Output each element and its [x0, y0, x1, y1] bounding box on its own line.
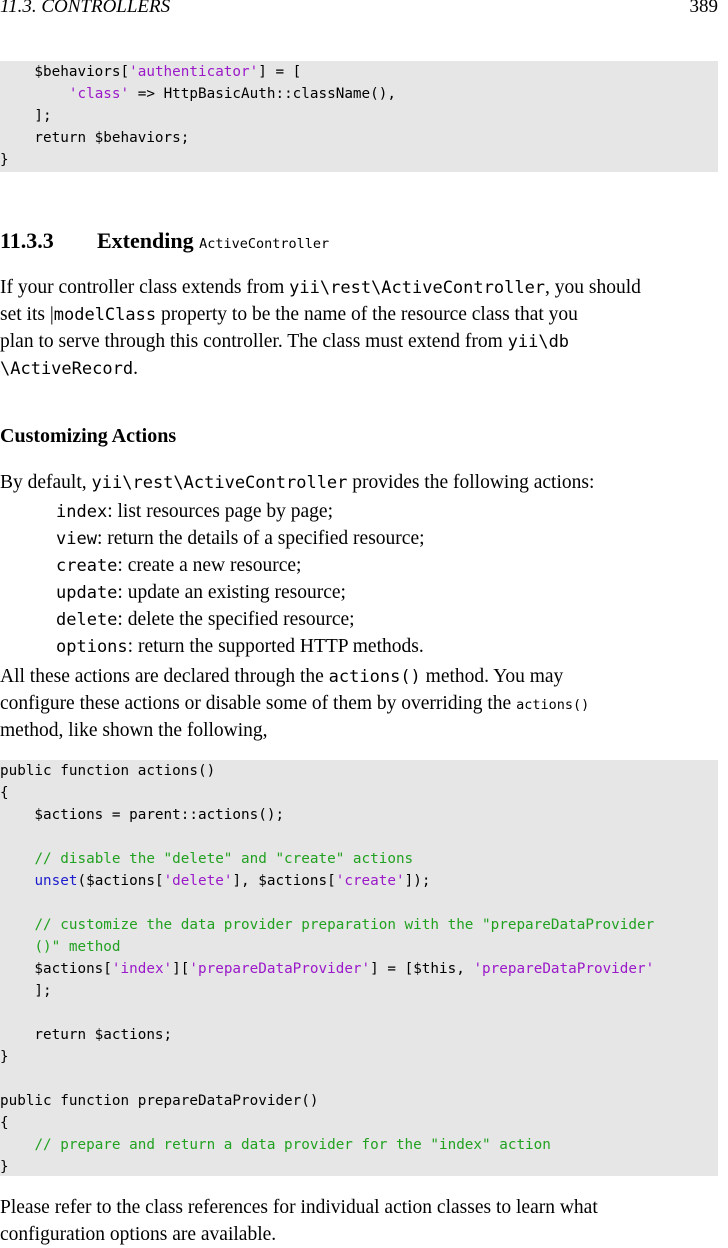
code-token: ($actions[: [77, 873, 164, 889]
section-title: Extending: [97, 228, 194, 253]
text: method. You may: [420, 666, 564, 687]
code-token-kw: unset: [34, 873, 78, 889]
list-item: [56, 526, 425, 552]
action-name: create: [56, 556, 118, 576]
text: By default,: [0, 472, 92, 493]
text: .: [133, 358, 138, 379]
code-token: => HttpBasicAuth::className(),: [129, 86, 396, 102]
action-name: update: [56, 583, 118, 603]
action-name: delete: [56, 610, 118, 630]
code-token: $behaviors[: [0, 64, 130, 80]
code-token: [0, 873, 34, 889]
list-item: [56, 580, 346, 606]
inline-code: \ActiveRecord: [0, 359, 134, 379]
action-name: index: [56, 502, 108, 522]
action-description: : delete the specified resource;: [117, 609, 355, 630]
code-line: [0, 958, 654, 980]
paragraph-line: [0, 356, 138, 382]
code-line: [0, 914, 654, 936]
code-token: ];: [0, 983, 52, 999]
code-token-str: 'delete': [163, 873, 233, 889]
section-running-title: 11.3. CONTROLLERS: [0, 0, 171, 17]
code-token: return $behaviors;: [0, 130, 190, 146]
action-description: : create a new resource;: [117, 555, 302, 576]
code-token-str: 'create': [335, 873, 405, 889]
code-token: }: [0, 152, 9, 168]
text: configure these actions or disable some of them by overriding the: [0, 693, 517, 714]
section-class-name: ActiveController: [199, 236, 330, 252]
code-token: ][: [172, 961, 190, 977]
action-name: view: [56, 529, 97, 549]
inline-code: yii\db: [507, 332, 570, 352]
code-line: [0, 127, 189, 149]
code-token: ] = [: [258, 64, 302, 80]
code-token-cmt: // customize the data provider preparation with the "prepareDataProvider: [34, 917, 655, 933]
code-token: [0, 851, 34, 867]
paragraph-default-actions: [0, 470, 594, 496]
section-number: 11.3.3: [0, 228, 54, 253]
code-token-str: 'authenticator': [129, 64, 259, 80]
code-token: }: [0, 1159, 9, 1175]
code-block-actions: [0, 760, 718, 1176]
code-token: {: [0, 785, 9, 801]
code-line: [0, 980, 52, 1002]
paragraph-line: [0, 275, 641, 301]
code-token-str: 'index': [111, 961, 173, 977]
code-line: [0, 1134, 551, 1156]
text: method, like shown the following,: [0, 720, 268, 741]
code-block-behaviors: [0, 61, 718, 172]
code-line: [0, 83, 396, 105]
code-token-cmt: // disable the "delete" and "create" actions: [34, 851, 414, 867]
code-token-cmt: ()" method: [34, 939, 121, 955]
inline-code: yii\rest\ActiveController: [289, 278, 546, 298]
page-header: [0, 0, 728, 22]
code-line: [0, 760, 215, 782]
action-description: : list resources page by page;: [107, 501, 333, 522]
text: provides the following actions:: [347, 472, 595, 493]
action-description: : return the details of a specified resource;: [96, 528, 425, 549]
section-heading: [0, 228, 329, 254]
paragraph-line: Please refer to the class references for individual action classes to learn what: [0, 1197, 598, 1218]
code-line: [0, 149, 9, 171]
action-description: : return the supported HTTP methods.: [127, 636, 424, 657]
code-token-cmt: // prepare and return a data provider for the "index" action: [34, 1137, 551, 1153]
page-number: 389: [689, 0, 718, 17]
code-token: [0, 86, 69, 102]
inline-code: modelClass: [53, 305, 157, 325]
code-token: ] = [$this,: [370, 961, 474, 977]
code-line: [0, 804, 284, 826]
code-token: {: [0, 1115, 9, 1131]
paragraph-line: [0, 664, 563, 690]
action-description: : update an existing resource;: [117, 582, 346, 603]
subsection-heading: Customizing Actions: [0, 425, 177, 447]
code-token-str: 'prepareDataProvider': [473, 961, 655, 977]
paragraph-line: [0, 718, 268, 744]
list-item: [56, 499, 333, 525]
paragraph-line: [0, 302, 578, 328]
code-token: [0, 939, 34, 955]
code-line: [0, 1112, 9, 1134]
code-token: ]);: [404, 873, 431, 889]
text: , you should: [545, 277, 641, 298]
code-line: [0, 936, 121, 958]
code-line: [0, 1024, 172, 1046]
paragraph-line: [0, 329, 569, 355]
text: set its |: [0, 304, 54, 325]
code-token: ], $actions[: [232, 873, 336, 889]
code-line: [0, 105, 52, 127]
code-token: public function prepareDataProvider(): [0, 1093, 319, 1109]
list-item: [56, 553, 301, 579]
code-token: public function actions(): [0, 763, 216, 779]
code-token: [0, 917, 34, 933]
code-token-str: 'class': [68, 86, 130, 102]
text: If your controller class extends from: [0, 277, 290, 298]
action-name: options: [56, 637, 128, 657]
paragraph-line: configuration options are available.: [0, 1224, 277, 1245]
code-line: [0, 1046, 9, 1068]
code-line: [0, 1090, 318, 1112]
code-token: ];: [0, 108, 52, 124]
text: All these actions are declared through the: [0, 666, 329, 687]
code-line: [0, 848, 413, 870]
list-item: [56, 607, 355, 633]
code-token: $actions = parent::actions();: [0, 807, 285, 823]
code-token: return $actions;: [0, 1027, 173, 1043]
list-item: [56, 634, 424, 660]
code-token: }: [0, 1049, 9, 1065]
paragraph-line: [0, 691, 589, 717]
code-token: $actions[: [0, 961, 112, 977]
code-token-str: 'prepareDataProvider': [189, 961, 371, 977]
inline-code: actions(): [328, 667, 421, 687]
inline-code: yii\rest\ActiveController: [91, 473, 348, 493]
text: property to be the name of the resource class that you: [156, 304, 578, 325]
text: plan to serve through this controller. The class must extend from: [0, 331, 508, 352]
code-token: [0, 1137, 34, 1153]
code-line: [0, 782, 9, 804]
code-line: [0, 61, 301, 83]
code-line: [0, 1156, 9, 1178]
code-line: [0, 870, 430, 892]
inline-code: actions(): [516, 697, 590, 713]
